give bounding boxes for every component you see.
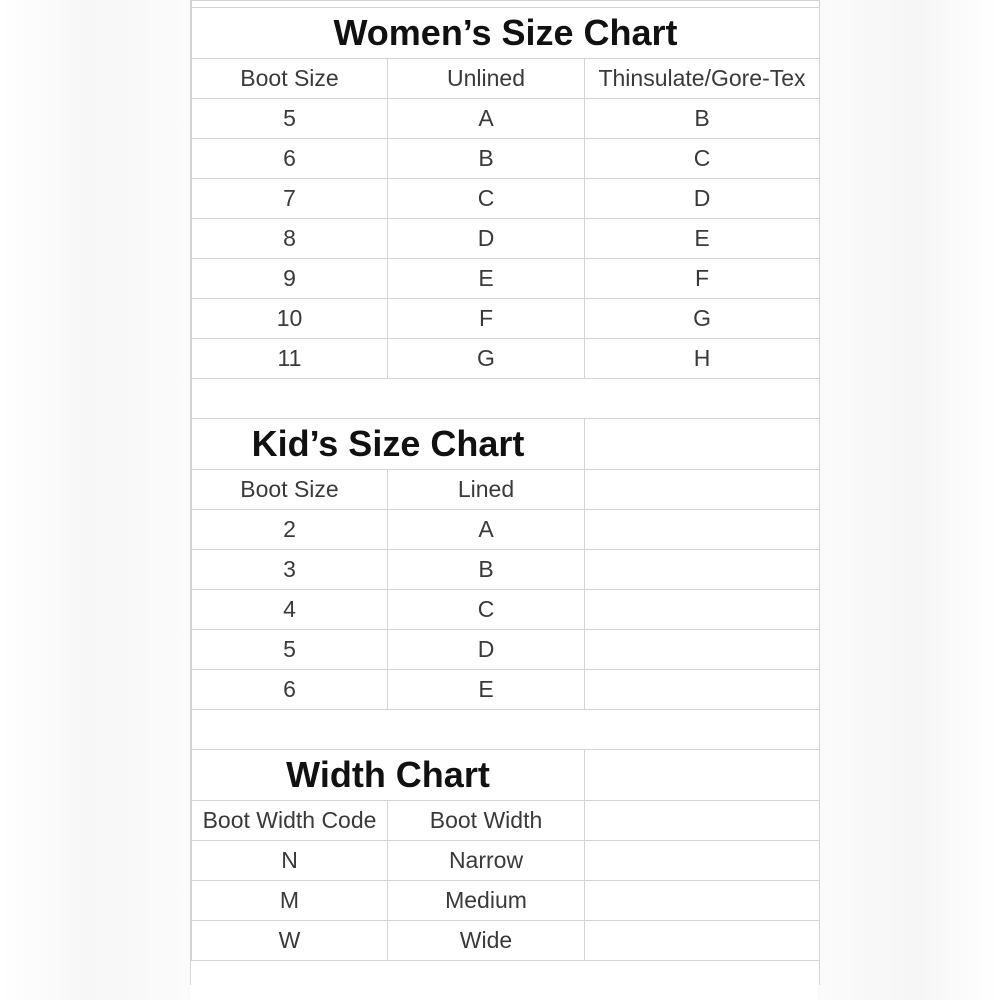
womens-unlined-cell: C (388, 179, 585, 219)
womens-header-unlined: Unlined (388, 59, 585, 99)
spacer-row (192, 710, 820, 750)
womens-title-row (192, 8, 820, 59)
kids-title-row (192, 419, 820, 470)
womens-boot-size-cell: 9 (192, 259, 388, 299)
womens-unlined-cell: D (388, 219, 585, 259)
kids-lined-cell: E (388, 670, 585, 710)
table-row (192, 841, 820, 881)
womens-thinsulate-cell: E (585, 219, 820, 259)
womens-thinsulate-cell: F (585, 259, 820, 299)
spacer-row (192, 379, 820, 419)
womens-thinsulate-cell: G (585, 299, 820, 339)
width-title-row (192, 750, 820, 801)
womens-boot-size-cell: 5 (192, 99, 388, 139)
womens-header-boot-size: Boot Size (192, 59, 388, 99)
table-row (192, 179, 820, 219)
kids-boot-size-cell: 4 (192, 590, 388, 630)
width-header-width: Boot Width (388, 801, 585, 841)
womens-unlined-cell: B (388, 139, 585, 179)
womens-unlined-cell: E (388, 259, 585, 299)
womens-header-row (192, 59, 820, 99)
table-row (192, 219, 820, 259)
table-row (192, 630, 820, 670)
width-name-cell: Wide (388, 921, 585, 961)
kids-lined-cell: A (388, 510, 585, 550)
womens-thinsulate-cell: H (585, 339, 820, 379)
width-name-cell: Narrow (388, 841, 585, 881)
womens-thinsulate-cell: C (585, 139, 820, 179)
right-background (818, 0, 1000, 1000)
left-background (0, 0, 190, 1000)
womens-boot-size-cell: 8 (192, 219, 388, 259)
width-code-cell: W (192, 921, 388, 961)
womens-boot-size-cell: 7 (192, 179, 388, 219)
womens-thinsulate-cell: B (585, 99, 820, 139)
table-row (192, 139, 820, 179)
table-row (192, 99, 820, 139)
kids-header-lined: Lined (388, 470, 585, 510)
womens-boot-size-cell: 6 (192, 139, 388, 179)
kids-lined-cell: C (388, 590, 585, 630)
kids-boot-size-cell: 2 (192, 510, 388, 550)
table-row (192, 299, 820, 339)
kids-lined-cell: D (388, 630, 585, 670)
size-chart-table (191, 0, 820, 961)
table-row (192, 670, 820, 710)
table-row (192, 881, 820, 921)
top-spacer-row (192, 1, 820, 8)
womens-unlined-cell: G (388, 339, 585, 379)
kids-boot-size-cell: 3 (192, 550, 388, 590)
width-header-row (192, 801, 820, 841)
size-chart-sheet (190, 0, 820, 985)
width-code-cell: N (192, 841, 388, 881)
table-row (192, 510, 820, 550)
womens-thinsulate-cell: D (585, 179, 820, 219)
kids-header-boot-size: Boot Size (192, 470, 388, 510)
table-row (192, 550, 820, 590)
table-row (192, 590, 820, 630)
kids-header-row (192, 470, 820, 510)
womens-unlined-cell: F (388, 299, 585, 339)
width-name-cell: Medium (388, 881, 585, 921)
womens-boot-size-cell: 11 (192, 339, 388, 379)
kids-boot-size-cell: 5 (192, 630, 388, 670)
width-header-code: Boot Width Code (192, 801, 388, 841)
womens-chart-title: Women’s Size Chart (192, 8, 820, 59)
womens-unlined-cell: A (388, 99, 585, 139)
table-row (192, 339, 820, 379)
width-chart-title: Width Chart (192, 750, 585, 801)
table-row (192, 259, 820, 299)
womens-boot-size-cell: 10 (192, 299, 388, 339)
kids-lined-cell: B (388, 550, 585, 590)
kids-chart-title: Kid’s Size Chart (192, 419, 585, 470)
kids-boot-size-cell: 6 (192, 670, 388, 710)
table-row (192, 921, 820, 961)
width-code-cell: M (192, 881, 388, 921)
womens-header-thinsulate: Thinsulate/Gore-Tex (585, 59, 820, 99)
